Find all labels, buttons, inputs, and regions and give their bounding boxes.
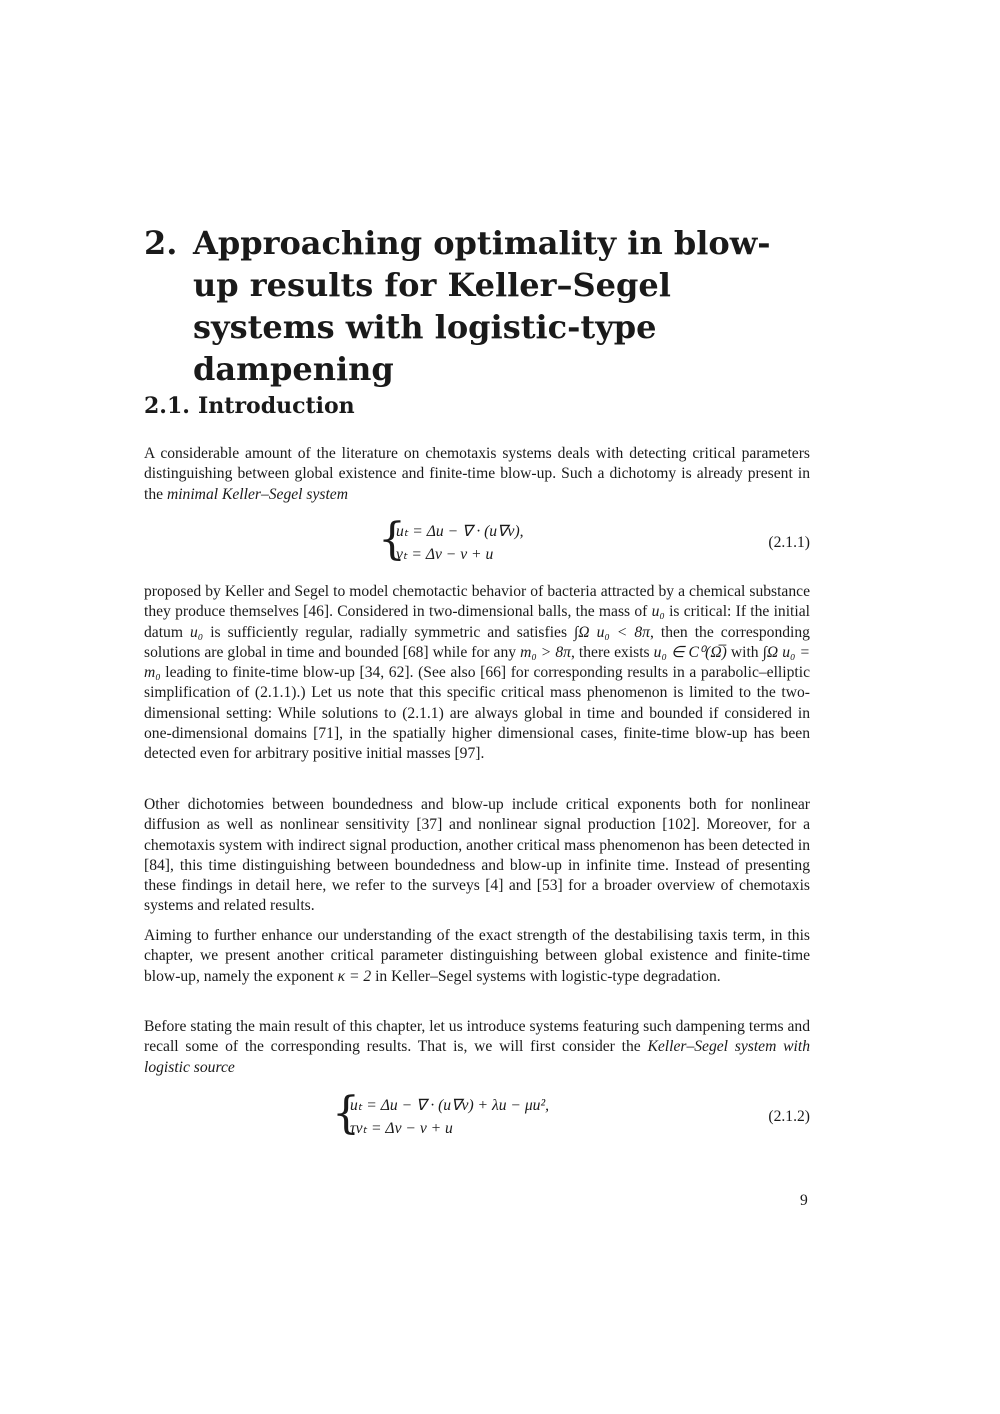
paragraph-3: Other dichotomies between boundedness and blow-up include critical exponents both for nonlinear diffusion as well as nonlinear sensitivity [37] and nonlinear signal production [102]. Moreover, for a chemotaxis system with indirect signal production, another critical mass phenomenon has been detected in [84], this time distinguishing between boundedness and blow-up in infinite time. Instead of presenting these findings in detail here, we refer to the surveys [4] and [53] for a broader overview of chemotaxis systems and related results. — [144, 796, 810, 915]
paragraph-1-emphasis: minimal Keller–Segel system — [166, 485, 348, 503]
math-integral-condition: ∫Ω u₀ < 8π — [574, 623, 650, 641]
equation-brace: { — [378, 514, 406, 565]
paragraph-2-text: proposed by Keller and Segel to model chemotactic behavior of bacteria attracted by a chemical substance they produce themselves [46]. Considered in two-dimensional balls, the mass of — [144, 583, 810, 621]
math-mass-equation: ∫Ω u₀ = m₀ — [144, 643, 810, 682]
math-kappa: κ = 2 — [337, 967, 372, 985]
paragraph-2-text: with — [726, 643, 763, 661]
equation-brace: { — [332, 1088, 360, 1139]
equation-label: (2.1.2) — [768, 1108, 810, 1125]
equation-line: vₜ = Δv − v + u — [396, 546, 494, 563]
math-mass-condition: m₀ > 8π — [520, 643, 571, 661]
equation-line: uₜ = Δu − ∇ · (u∇v) + λu − μu², — [350, 1097, 550, 1114]
math-u0: u₀ — [651, 603, 665, 621]
paragraph-2-text: , then the corresponding solutions are global in time and bounded [68] while for any — [144, 623, 810, 661]
equation-line: τvₜ = Δv − v + u — [350, 1120, 453, 1137]
paragraph-1-text: A considerable amount of the literature on chemotaxis systems deals with detecting critical parameters distinguishing between global existence and finite-time blow-up. Such a dichotomy is already present in the — [144, 445, 810, 503]
chapter-title: Approaching optimality in blow-up results for Keller–Segel systems with logistic-type dampening — [193, 224, 771, 388]
paragraph-2 — [144, 582, 810, 765]
paragraph-2-text: is sufficiently regular, radially symmetric and satisfies — [203, 623, 575, 641]
paragraph-4 — [144, 926, 810, 987]
equation-2-1-2 — [144, 1088, 810, 1142]
section-title: Introduction — [198, 393, 355, 419]
paragraph-5-text: Before stating the main result of this chapter, let us introduce systems featuring such dampening terms and recall some of the corresponding results. That is, we will first consider the — [144, 1018, 810, 1056]
paragraph-2-text: is critical: If the initial datum — [144, 603, 810, 641]
equation-2-1-1 — [144, 514, 810, 568]
page-number: 9 — [800, 1192, 808, 1209]
paragraph-5 — [144, 1017, 810, 1078]
equation-line: uₜ = Δu − ∇ · (u∇v), — [396, 523, 524, 540]
paragraph-4-text: Aiming to further enhance our understanding of the exact strength of the destabilising taxis term, in this chapter, we present another critical parameter distinguishing between global existence and finite-time blow-up, namely the exponent — [144, 927, 810, 985]
chapter-number: 2. — [144, 224, 178, 262]
paragraph-2-text: , there exists — [570, 643, 654, 661]
paragraph-2-text: leading to finite-time blow-up [34, 62]. (See also [66] for corresponding results in a parabolic–elliptic simplification of (2.1.1).) Let us note that this specific critical mass phenomenon is limited to the two-dimensional setting: While solutions to (2.1.1) are always global in time and bounded if considered in one-dimensional domains [71], in the spatially higher dimensional cases, finite-time blow-up has been detected even for arbitrary positive initial masses [97]. — [144, 664, 810, 763]
paragraph-5-emphasis: Keller–Segel system with logistic source — [144, 1038, 810, 1076]
paragraph-1 — [144, 444, 810, 505]
section-number: 2.1. — [144, 393, 190, 419]
section-heading — [144, 392, 355, 420]
equation-label: (2.1.1) — [768, 534, 810, 551]
math-initial-space: u₀ ∈ C⁰(Ω̅) — [653, 643, 727, 661]
paragraph-4-text: in Keller–Segel systems with logistic-type degradation. — [371, 967, 721, 985]
math-u0: u₀ — [189, 623, 204, 641]
